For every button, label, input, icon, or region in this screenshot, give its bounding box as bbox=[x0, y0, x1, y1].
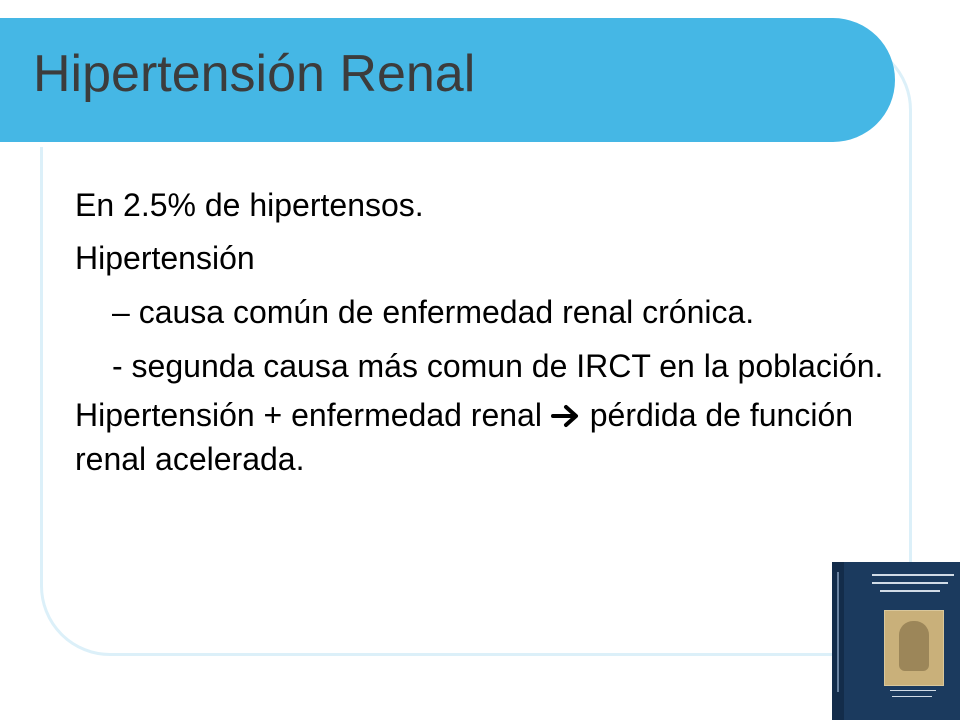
book-cover-text bbox=[892, 696, 932, 697]
bullet-item-with-arrow bbox=[75, 394, 895, 480]
book-spine-text bbox=[837, 572, 839, 692]
slide-title: Hipertensión Renal bbox=[33, 45, 476, 103]
book-cover-text bbox=[872, 574, 954, 576]
bullet-text-before-arrow: Hipertensión + enfermedad renal bbox=[75, 397, 542, 433]
sub-bullet-item: - segunda causa más comun de IRCT en la población. bbox=[112, 348, 884, 384]
bullet-item: En 2.5% de hipertensos. bbox=[75, 187, 424, 223]
book-cover-text bbox=[872, 582, 948, 584]
slide-body bbox=[75, 184, 895, 480]
arrow-right-icon bbox=[551, 396, 581, 438]
bullet-text-after-arrow: pérdida de función renal acelerada. bbox=[75, 397, 854, 477]
title-underline bbox=[0, 142, 848, 147]
book-cover-artwork bbox=[884, 610, 944, 686]
book-cover-image bbox=[832, 562, 960, 720]
sub-bullet-item: – causa común de enfermedad renal crónica. bbox=[112, 294, 755, 330]
book-cover-text bbox=[880, 590, 940, 592]
book-cover-text bbox=[890, 690, 936, 691]
bullet-item: Hipertensión bbox=[75, 240, 255, 276]
